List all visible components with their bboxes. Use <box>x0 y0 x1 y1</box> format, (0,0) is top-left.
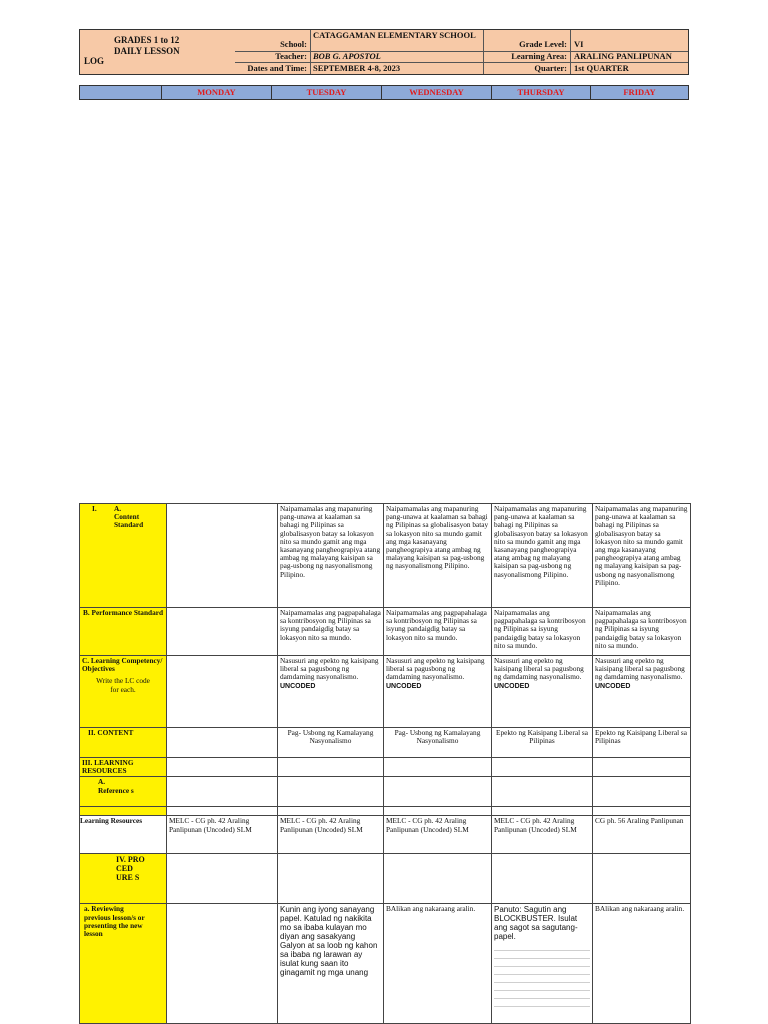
cell-content-standard-fri: Naipamamalas ang mapanuring pang-unawa at kaalaman sa bahagi ng Pilipinas sa globalisasyon batay sa lokasyon nito sa mundo gamit ang mga kasanayang pangheograpiya atang ambag ng malayang kaisipan sa pag-usbong ng nasyonalismong Pilipino. <box>593 504 691 608</box>
cell-competency-thu: Nasusuri ang epekto ng kaisipang liberal sa pagusbong ng damdaming nasyonalismo. UNCODED <box>492 656 593 728</box>
cell-competency-fri: Nasusuri ang epekto ng kaisipang liberal sa pagusbong ng damdaming nasyonalismo. UNCODED <box>593 656 691 728</box>
lesson-log-table <box>79 503 691 1024</box>
row-performance-standard <box>80 608 691 656</box>
day-monday: MONDAY <box>161 86 271 99</box>
cell-reviewing-thu: Panuto: Sagutin ang BLOCKBUSTER. Isulat ang sagot sa sagutang-papel. <box>492 904 593 1024</box>
area-label: Learning Area: <box>511 51 567 61</box>
cell-performance-tue: Naipamamalas ang pagpapahalaga sa kontribosyon ng Pilipinas sa isyung pandaigdig batay sa lokasyon nito sa mundo. <box>278 608 384 656</box>
weekday-bar <box>79 85 689 100</box>
day-wednesday: WEDNESDAY <box>381 86 491 99</box>
quarter-value: 1st QUARTER <box>574 63 629 73</box>
label-content-standard: I. A. Content Standard <box>80 504 167 608</box>
label-learning-competency: C. Learning Competency/ Objectives Write the LC code for each. <box>80 656 167 728</box>
cell-content-fri: Epekto ng Kaisipang Liberal sa Pilipinas <box>593 728 691 758</box>
row-procedures <box>80 854 691 904</box>
dates-label: Dates and Time: <box>247 63 307 73</box>
grade-value: VI <box>574 39 584 49</box>
cell-performance-fri: Naipamamalas ang pagpapahalaga sa kontribosyon ng Pilipinas sa isyung pandaigdig batay sa lokasyon nito sa mundo. <box>593 608 691 656</box>
cell-resources-fri: CG ph. 56 Araling Panlipunan <box>593 816 691 854</box>
cell-reviewing-tue: Kunin ang iyong sanayang papel. Katulad ng nakikita mo sa ibaba kulayan mo diyan ang sasakyang Galyon at sa loob ng kahon sa ibaba ng larawan ay isulat kung saan ito ginagamit ng mga unang <box>278 904 384 1024</box>
blockbuster-question-list <box>494 944 590 1007</box>
dll-title-log: LOG <box>84 56 105 66</box>
area-value: ARALING PANLIPUNAN <box>574 51 672 61</box>
label-reviewing: a. Reviewing previous lesson/s or presenting the new lesson <box>80 904 167 1024</box>
label-performance-standard: B. Performance Standard <box>80 608 167 656</box>
label-references: A. Reference s <box>80 777 167 807</box>
cell-reviewing-fri: BAlikan ang nakaraang aralin. <box>593 904 691 1024</box>
dates-value: SEPTEMBER 4-8, 2023 <box>313 63 401 73</box>
row-spacer <box>80 807 691 816</box>
row-reviewing <box>80 904 691 1024</box>
row-learning-resources-header <box>80 758 691 777</box>
dll-title: GRADES 1 to 12 DAILY LESSON <box>114 35 180 56</box>
cell-resources-tue: MELC - CG ph. 42 Araling Panlipunan (Uncoded) SLM <box>278 816 384 854</box>
row-learning-resources <box>80 816 691 854</box>
row-content-standard <box>80 504 691 608</box>
cell-content-wed: Pag- Usbong ng Kamalayang Nasyonalismo <box>384 728 492 758</box>
cell-resources-wed: MELC - CG ph. 42 Araling Panlipunan (Uncoded) SLM <box>384 816 492 854</box>
cell-competency-mon <box>167 656 278 728</box>
cell-reviewing-wed: BAlikan ang nakaraang aralin. <box>384 904 492 1024</box>
row-references <box>80 777 691 807</box>
teacher-value: BOB G. APOSTOL <box>313 51 381 61</box>
cell-reviewing-mon <box>167 904 278 1024</box>
school-label: School: <box>280 39 307 49</box>
label-procedures: IV. PRO CED URE S <box>80 854 167 904</box>
cell-competency-tue: Nasusuri ang epekto ng kaisipang liberal sa pagusbong ng damdaming nasyonalismo. UNCODED <box>278 656 384 728</box>
label-content: II. CONTENT <box>80 728 167 758</box>
cell-content-standard-mon <box>167 504 278 608</box>
label-learning-resources-header: III. LEARNING RESOURCES <box>80 758 167 777</box>
school-value: CATAGGAMAN ELEMENTARY SCHOOL <box>313 30 476 40</box>
cell-resources-mon: MELC - CG ph. 42 Araling Panlipunan (Uncoded) SLM <box>167 816 278 854</box>
day-friday: FRIDAY <box>590 86 688 99</box>
teacher-label: Teacher: <box>275 51 307 61</box>
cell-content-tue: Pag- Usbong ng Kamalayang Nasyonalismo <box>278 728 384 758</box>
cell-performance-wed: Naipamamalas ang pagpapahalaga sa kontribosyon ng Pilipinas sa isyung pandaigdig batay sa lokasyon nito sa mundo. <box>384 608 492 656</box>
cell-performance-mon <box>167 608 278 656</box>
row-learning-competency <box>80 656 691 728</box>
label-learning-resources: Learning Resources <box>80 816 167 854</box>
cell-competency-wed: Nasusuri ang epekto ng kaisipang liberal sa pagusbong ng damdaming nasyonalismo. UNCODED <box>384 656 492 728</box>
cell-content-standard-thu: Naipamamalas ang mapanuring pang-unawa at kaalaman sa bahagi ng Pilipinas sa globalisasyon batay sa lokasyon nito sa mundo gamit ang mga kasanayang pangheograpiya atang ambag ng malayang kaisipan sa pag-usbong ng nasyonalismong Pilipino. <box>492 504 593 608</box>
quarter-label: Quarter: <box>534 63 567 73</box>
cell-content-mon <box>167 728 278 758</box>
cell-performance-thu: Naipamamalas ang pagpapahalaga sa kontribosyon ng Pilipinas sa isyung pandaigdig batay sa lokasyon nito sa mundo. <box>492 608 593 656</box>
day-tuesday: TUESDAY <box>271 86 381 99</box>
header-box <box>79 29 689 75</box>
day-thursday: THURSDAY <box>491 86 590 99</box>
cell-content-standard-tue: Naipamamalas ang mapanuring pang-unawa at kaalaman sa bahagi ng Pilipinas sa globalisasyon batay sa lokasyon nito sa mundo gamit ang mga kasanayang pangheograpiya atang ambag ng malayang kaisipan sa pag-usbong ng nasyonalismong Pilipino. <box>278 504 384 608</box>
cell-content-standard-wed: Naipamamalas ang mapanuring pang-unawa at kaalaman sa bahagi ng Pilipinas sa globalisasyon batay sa lokasyon nito sa mundo gamit ang mga kasanayang pangheograpiya atang ambag ng malayang kaisipan sa pag-usbong ng nasyonalismong Pilipino. <box>384 504 492 608</box>
cell-content-thu: Epekto ng Kaisipang Liberal sa Pilipinas <box>492 728 593 758</box>
row-content <box>80 728 691 758</box>
grade-label: Grade Level: <box>519 39 567 49</box>
cell-resources-thu: MELC - CG ph. 42 Araling Panlipunan (Uncoded) SLM <box>492 816 593 854</box>
